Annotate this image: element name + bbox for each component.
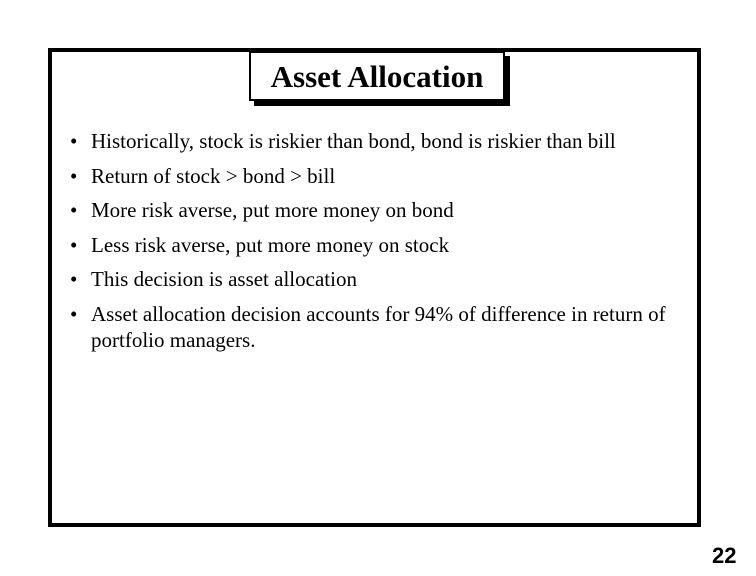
bullet-marker: • [70, 129, 78, 153]
bullet-item [70, 232, 680, 258]
bullet-item [70, 163, 680, 189]
bullet-text: Less risk averse, put more money on stock [91, 232, 450, 257]
bullet-item [70, 197, 680, 223]
bullet-text: This decision is asset allocation [91, 267, 357, 291]
slide-title: Asset Allocation [270, 58, 484, 94]
bullet-list [70, 128, 680, 361]
bullet-marker: • [70, 163, 78, 188]
bullet-text: Asset allocation decision accounts for 94% of difference in return of portfolio managers. [91, 301, 666, 352]
bullet-item [70, 266, 680, 292]
page-number: 22 [712, 543, 737, 568]
bullet-marker: • [70, 198, 78, 222]
bullet-marker: • [70, 267, 78, 291]
bullet-text: Historically, stock is riskier than bond, bond is riskier than bill [91, 129, 616, 153]
bullet-text: More risk averse, put more money on bond [91, 198, 454, 222]
title-box [249, 51, 505, 101]
bullet-marker: • [70, 232, 78, 257]
bullet-marker: • [70, 301, 78, 326]
bullet-item [70, 128, 680, 154]
bullet-item [70, 301, 680, 353]
bullet-text: Return of stock > bond > bill [91, 163, 336, 188]
